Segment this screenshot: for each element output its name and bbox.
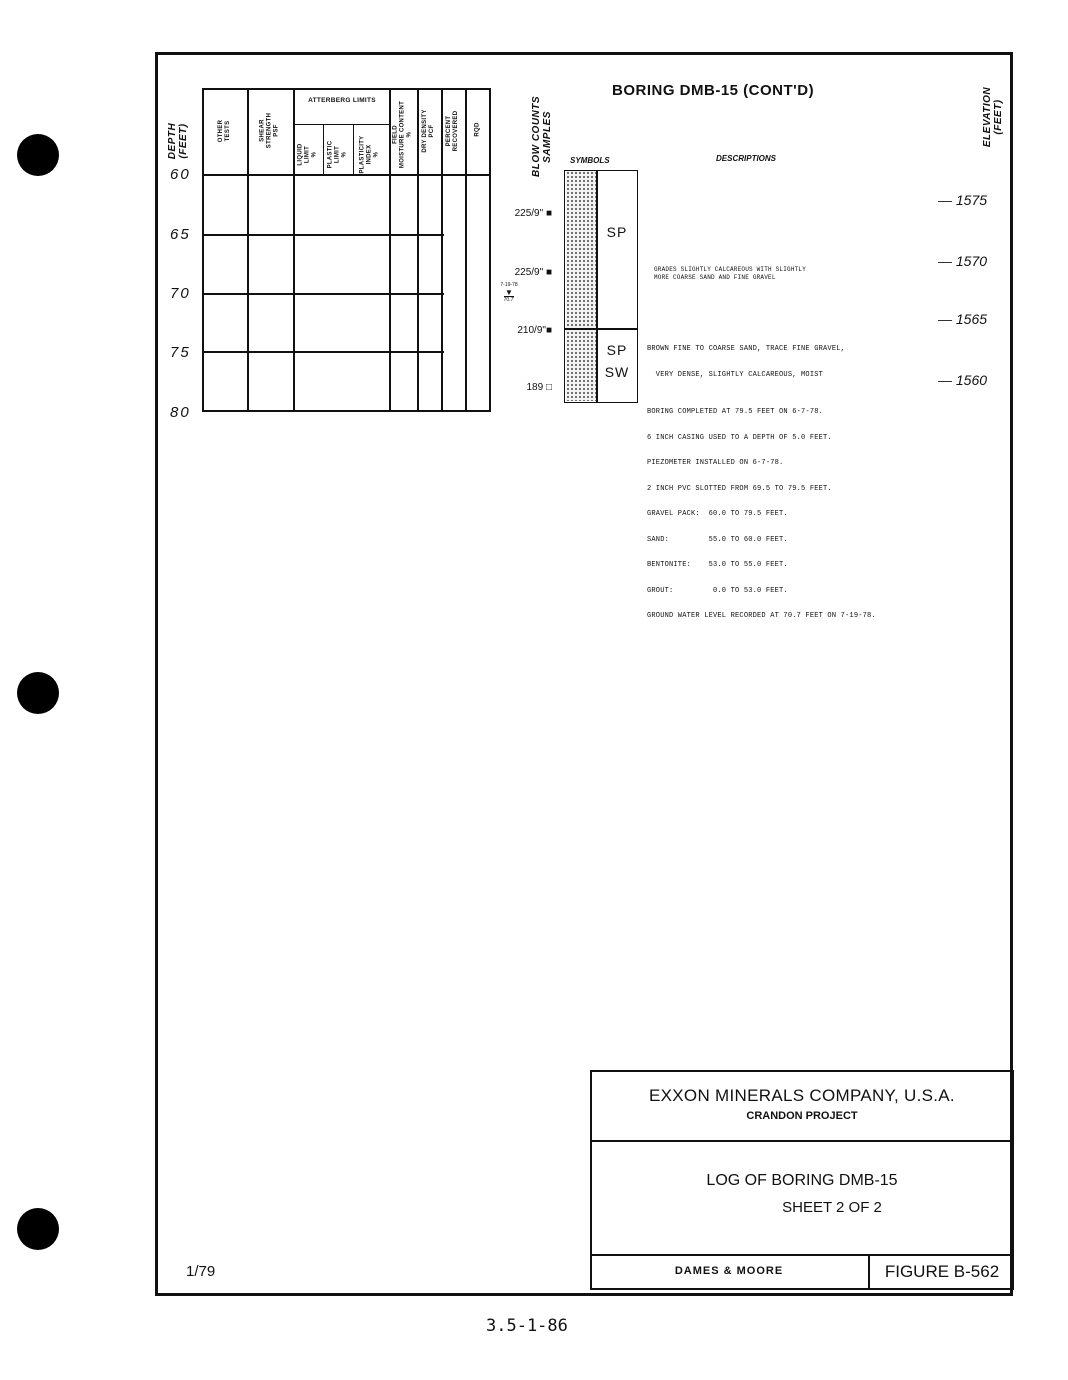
description-grades: GRADES SLIGHTLY CALCAREOUS WITH SLIGHTLY MORE COARSE SAND AND FINE GRAVEL [654, 266, 807, 281]
stratum-boundary [564, 328, 638, 330]
log-title: BORING DMB-15 (CONT'D) [612, 82, 815, 99]
col-atterberg-limits: ATTERBERG LIMITS [308, 97, 376, 104]
col-other-tests: OTHER TESTS [218, 119, 231, 143]
soil-unit-sw: SW [604, 364, 630, 380]
symbols-header: SYMBOLS [570, 156, 610, 165]
col-rqd: RQD [474, 122, 481, 137]
soil-unit-sp: SP [606, 224, 628, 240]
col-plasticity-index: PLASTICITY INDEX % [359, 135, 380, 174]
col-percent-recovered: PERCENT RECOVERED [446, 110, 459, 152]
company-name: EXXON MINERALS COMPANY, U.S.A. [649, 1086, 955, 1105]
figure-number: FIGURE B-562 [884, 1262, 1000, 1281]
water-level-date: 7-19-78 [500, 282, 518, 288]
binder-hole-bottom [17, 1208, 59, 1250]
blow-count: 189 □ [526, 382, 552, 393]
date-code: 1/79 [186, 1263, 216, 1280]
water-level-depth: 70.7' [503, 297, 515, 303]
description-brown-sand: BROWN FINE TO COARSE SAND, TRACE FINE GRAVEL, VERY DENSE, SLIGHTLY CALCAREOUS, MOIST [647, 345, 846, 379]
depth-70: 70 [170, 285, 191, 302]
stipple-pattern [566, 171, 596, 401]
elevation-1560: — 1560 [938, 372, 988, 388]
col-liquid-limit: LIQUID LIMIT % [297, 143, 318, 166]
water-level-indicator [493, 282, 525, 304]
col-plastic-limit: PLASTIC LIMIT % [327, 140, 348, 169]
water-level-symbol: ▼ [505, 288, 513, 297]
binder-hole-middle [17, 672, 59, 714]
depth-75: 75 [170, 344, 191, 361]
blow-count: 225/9" ■ [514, 208, 552, 219]
elevation-1575: — 1575 [938, 192, 988, 208]
firm-logo: DAMES & MOORE [674, 1265, 784, 1277]
col-moisture-content: FIELD MOISTURE CONTENT % [392, 100, 413, 169]
blow-counts-label: BLOW COUNTS SAMPLES [531, 95, 553, 177]
project-name: CRANDON PROJECT [746, 1110, 858, 1122]
log-of-boring-title: LOG OF BORING DMB-15 [706, 1172, 898, 1189]
depth-axis-label: DEPTH (FEET) [167, 122, 189, 160]
elevation-axis-label: ELEVATION (FEET) [982, 86, 1004, 148]
blow-count: 225/9" ■ [514, 267, 552, 278]
descriptions-header: DESCRIPTIONS [716, 154, 777, 163]
soil-unit-sp-upper: SP [606, 342, 628, 358]
sheet-number: SHEET 2 OF 2 [782, 1199, 882, 1216]
col-shear-strength: SHEAR STRENGTH PSF [259, 112, 280, 149]
col-dry-density: DRY DENSITY PCF [422, 109, 435, 153]
title-block [590, 1070, 1014, 1290]
depth-60: 60 [170, 166, 191, 183]
elevation-1565: — 1565 [938, 311, 988, 327]
binder-hole-top [17, 134, 59, 176]
boring-notes: BORING COMPLETED AT 79.5 FEET ON 6-7-78. 6 INCH CASING USED TO A DEPTH OF 5.0 FEET. PIEZOMETER INSTALLED ON 6-7-78. 2 INCH PVC SLOTTED FROM 69.5 TO 79.5 FEET. GRAVEL PACK: 60.0 TO 79.5 FEET. SAND: 55.0 TO 60.0 FEET. BENTONITE: 53.0 TO 55.0 FEET. GROUT: 0.0 TO 53.0 FEET. GROUND WATER LEVEL RECORDED AT 70.7 FEET ON 7-19-78. [647, 408, 876, 620]
elevation-1570: — 1570 [938, 253, 988, 269]
depth-80: 80 [170, 404, 191, 421]
depth-65: 65 [170, 226, 191, 243]
blow-count: 210/9"■ [517, 325, 552, 336]
page-number: 3.5-1-86 [486, 1316, 568, 1336]
